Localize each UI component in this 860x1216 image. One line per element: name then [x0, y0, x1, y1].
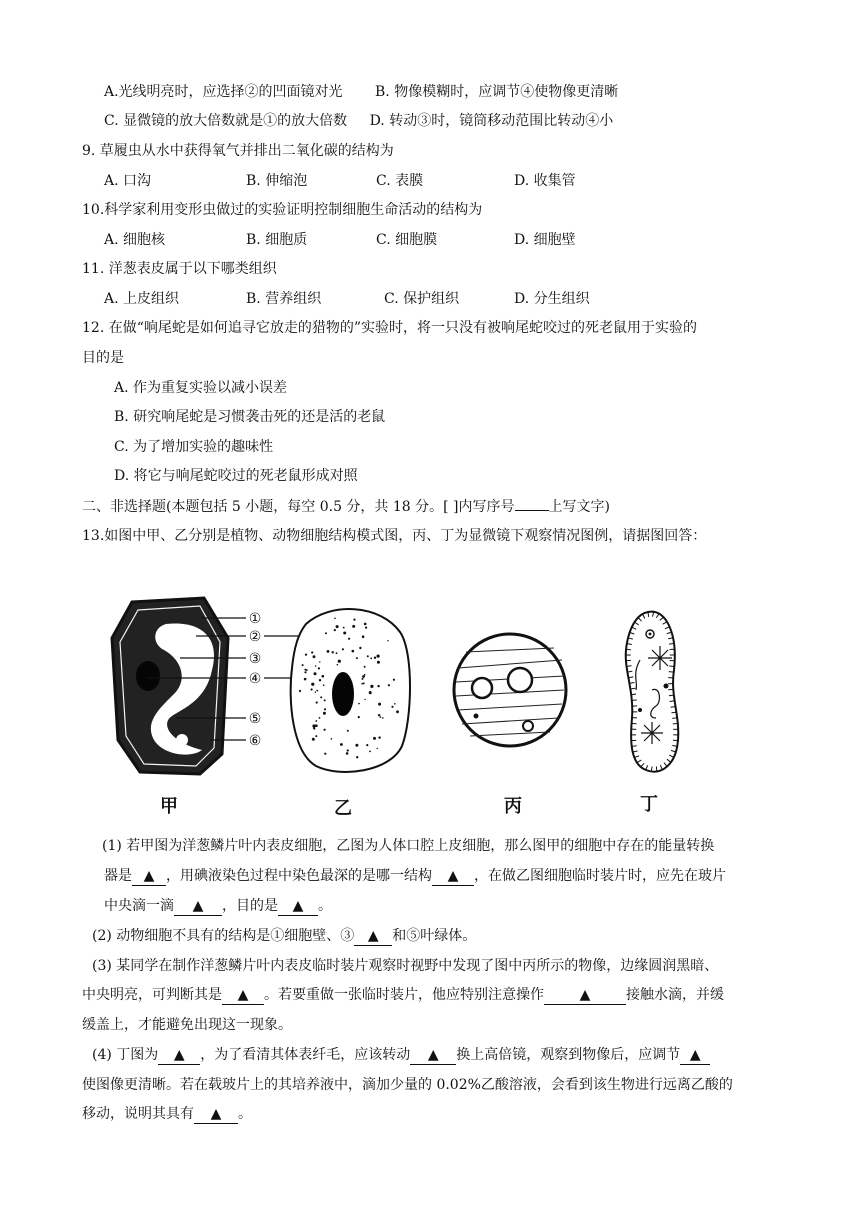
q12-option-d: D. 将它与响尾蛇咬过的死老鼠形成对照 — [114, 468, 358, 484]
q10-options — [104, 230, 576, 250]
q11-option-d: D. 分生组织 — [514, 291, 590, 307]
cell-part-labels — [249, 611, 262, 749]
answer-blank[interactable]: ▲ — [354, 927, 392, 946]
figure-caption-bing: 丙 — [504, 796, 522, 817]
label-4: ④ — [248, 671, 262, 687]
q10-option-a: A. 细胞核 — [104, 232, 166, 248]
q13-stem: 13.如图中甲、乙分别是植物、动物细胞结构模式图，丙、丁为显微镜下观察情况图例，请据图回答： — [82, 528, 707, 544]
q10-option-b: B. 细胞质 — [246, 232, 308, 248]
q11-option-c: C. 保护组织 — [384, 291, 460, 307]
q13-part1-text-b3: ，在做乙图细胞临时装片时，应先在玻片 — [474, 868, 726, 884]
q13-part2-line — [92, 926, 476, 946]
figure-caption-ding: 丁 — [640, 794, 658, 815]
section2-underline-sample — [515, 496, 549, 511]
q13-part1-text-c1: 中央滴一滴 — [104, 898, 174, 914]
q12-stem-line-1: 12. 在做“响尾蛇是如何追寻它放走的猎物的”实验时，将一只没有被响尾蛇咬过的死老鼠用于实验的 — [82, 320, 698, 336]
q13-part4-text-c1: 移动，说明其具有 — [82, 1106, 194, 1122]
q13-part3-line-3: 缓盖上，才能避免出现这一现象。 — [82, 1017, 292, 1033]
q10-option-c: C. 细胞膜 — [376, 232, 438, 248]
paramecium-diagram — [626, 612, 679, 772]
q13-part4-text-a3: 换上高倍镜，观察到物像后，应调节 — [456, 1047, 681, 1063]
q13-part4-text-a1: (4) 丁图为 — [92, 1047, 159, 1063]
q13-part4-line-1 — [92, 1045, 710, 1065]
label-5: ⑤ — [248, 711, 262, 727]
answer-blank[interactable]: ▲ — [544, 986, 626, 1005]
answer-blank[interactable]: ▲ — [410, 1046, 456, 1065]
q13-part4-line-3 — [82, 1104, 252, 1124]
q13-part1-line-3 — [104, 896, 332, 916]
plant-cell-diagram — [112, 598, 228, 774]
answer-blank[interactable]: ▲ — [222, 986, 264, 1005]
answer-blank[interactable]: ▲ — [680, 1046, 710, 1065]
q8-option-a: A.光线明亮时，应选择②的凹面镜对光 — [104, 84, 343, 100]
q13-part3-text-b2: 。若要重做一张临时装片，他应特别注意操作 — [264, 987, 544, 1003]
answer-blank[interactable]: ▲ — [278, 897, 318, 916]
q8-option-row-1 — [104, 82, 618, 102]
q11-option-a: A. 上皮组织 — [104, 291, 180, 307]
q8-option-c: C. 显微镜的放大倍数就是①的放大倍数 — [104, 113, 348, 129]
figure-caption-jia: 甲 — [160, 796, 178, 817]
q13-figure — [100, 590, 720, 790]
q11-option-b: B. 营养组织 — [246, 291, 322, 307]
answer-blank[interactable]: ▲ — [174, 897, 222, 916]
answer-blank[interactable]: ▲ — [158, 1046, 200, 1065]
figure-caption-yi: 乙 — [334, 798, 352, 819]
q8-option-d: D. 转动③时，镜筒移动范围比转动④小 — [369, 113, 614, 129]
answer-blank[interactable]: ▲ — [194, 1105, 238, 1124]
q13-part4-line-2: 使图像更清晰。若在载玻片上的其培养液中，滴加少量的 0.02%乙酸溶液，会看到该生物进行远离乙酸的 — [82, 1077, 733, 1093]
q8-option-b: B. 物像模糊时，应调节④使物像更清晰 — [375, 84, 619, 100]
q13-part2-text-b: 和⑤叶绿体。 — [392, 928, 477, 944]
q13-part1-line-1: (1) 若甲图为洋葱鳞片叶内表皮细胞，乙图为人体口腔上皮细胞，那么图甲的细胞中存在的能量转换 — [102, 838, 715, 854]
answer-blank[interactable]: ▲ — [432, 867, 474, 886]
q13-part1-text-c2: ，目的是 — [222, 898, 278, 914]
label-6: ⑥ — [248, 733, 262, 749]
q10-option-d: D. 细胞壁 — [514, 232, 576, 248]
q12-option-b: B. 研究响尾蛇是习惯袭击死的还是活的老鼠 — [114, 409, 386, 425]
q9-option-a: A. 口沟 — [104, 173, 152, 189]
q9-option-c: C. 表膜 — [376, 173, 424, 189]
microscope-field-diagram — [454, 634, 566, 746]
section2-heading — [82, 496, 610, 517]
q12-option-a: A. 作为重复实验以减小误差 — [114, 380, 288, 396]
q13-part3-line-2 — [82, 985, 724, 1005]
q11-options — [104, 289, 590, 309]
q13-part2-text-a: (2) 动物细胞不具有的结构是①细胞壁、③ — [92, 928, 355, 944]
section2-heading-part-a: 二、非选择题(本题包括 5 小题，每空 0.5 分，共 18 分。[ ]内写序号 — [82, 499, 515, 515]
q13-part3-text-b3: 接触水滴，并缓 — [626, 987, 724, 1003]
label-2: ② — [248, 629, 262, 645]
animal-cell-diagram — [291, 609, 410, 772]
q9-option-d: D. 收集管 — [514, 173, 576, 189]
label-3: ③ — [248, 651, 262, 667]
q13-part4-text-c2: 。 — [238, 1106, 252, 1122]
q9-options — [104, 171, 576, 191]
q11-stem: 11. 洋葱表皮属于以下哪类组织 — [82, 261, 277, 277]
q13-part1-text-b1: 器是 — [104, 868, 132, 884]
q13-part1-line-2 — [104, 866, 726, 886]
q10-stem: 10.科学家利用变形虫做过的实验证明控制细胞生命活动的结构为 — [82, 202, 483, 218]
answer-blank[interactable]: ▲ — [132, 867, 166, 886]
q12-option-c: C. 为了增加实验的趣味性 — [114, 439, 274, 455]
q8-option-row-2 — [104, 111, 613, 131]
q9-stem: 9. 草履虫从水中获得氧气并排出二氧化碳的结构为 — [82, 143, 394, 159]
q13-part1-text-b2: ，用碘液染色过程中染色最深的是哪一结构 — [166, 868, 432, 884]
q13-part3-line-1: (3) 某同学在制作洋葱鳞片叶内表皮临时装片观察时视野中发现了图中丙所示的物像，边缘圆润黑暗、 — [92, 958, 719, 974]
section2-heading-part-b: 上写文字) — [548, 499, 610, 515]
q13-part3-text-b1: 中央明亮，可判断其是 — [82, 987, 222, 1003]
q13-part4-text-a2: ，为了看清其体表纤毛，应该转动 — [200, 1047, 411, 1063]
q9-option-b: B. 伸缩泡 — [246, 173, 308, 189]
label-1: ① — [248, 611, 262, 627]
q12-stem-line-2: 目的是 — [82, 350, 124, 366]
q13-part1-text-c3: 。 — [318, 898, 332, 914]
